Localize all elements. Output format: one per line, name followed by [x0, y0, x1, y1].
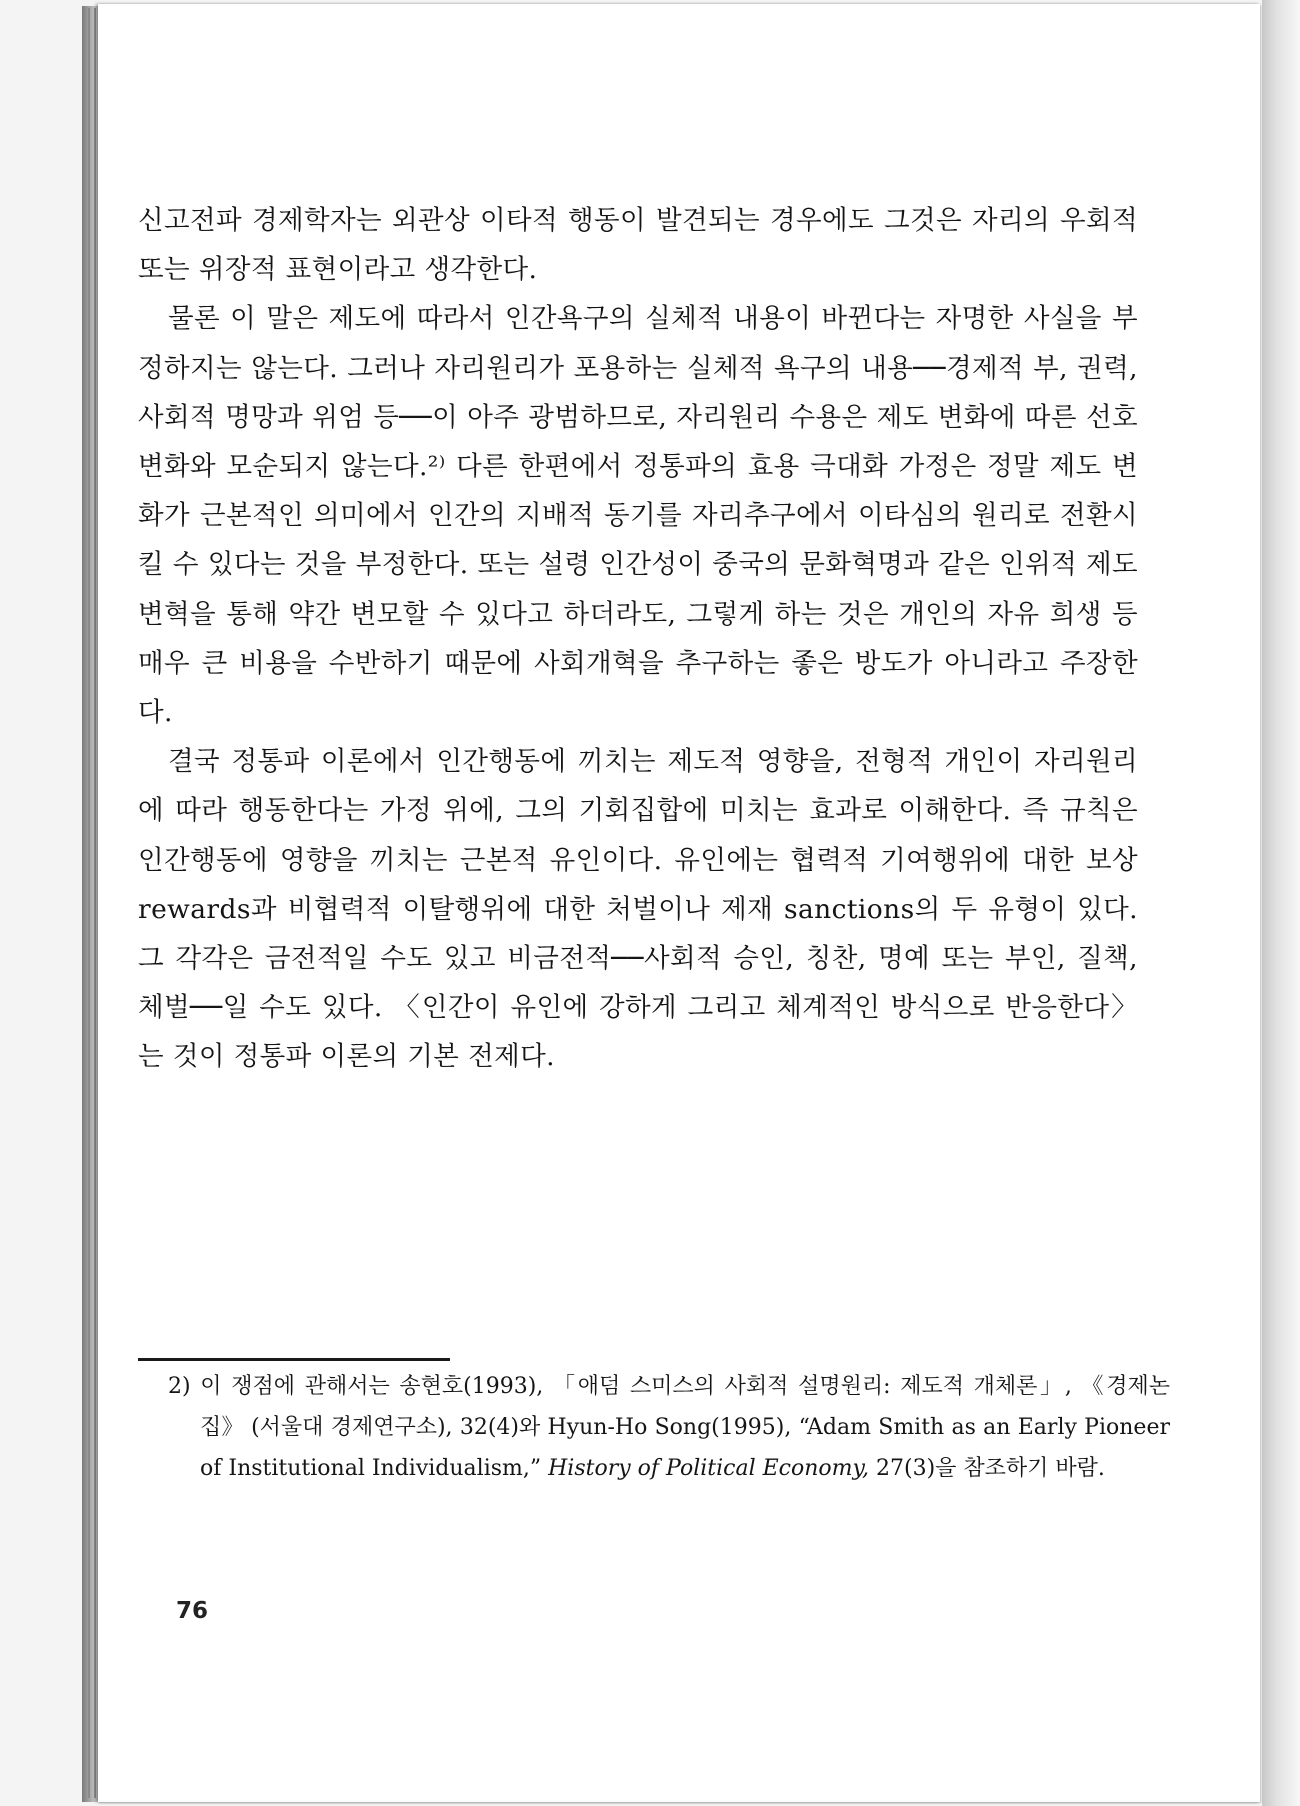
- footnote-text-end: 27(3)을 참조하기 바람.: [869, 1456, 1105, 1481]
- footnote-rule: [138, 1358, 450, 1361]
- body-text: [138, 196, 1138, 1082]
- paragraph-1: 신고전파 경제학자는 외관상 이타적 행동이 발견되는 경우에도 그것은 자리의 우회적 또는 위장적 표현이라고 생각한다.: [138, 205, 1138, 286]
- page-stack-line: [88, 8, 90, 1798]
- page-stack-line: [94, 8, 96, 1798]
- viewer-right-shadow: [1262, 0, 1300, 1806]
- page-number: 76: [176, 1598, 209, 1624]
- footnote-text-start: 2) 이 쟁점에 관해서는 송현호(1993), 「애덤 스미스의 사회적 설명원리: 제도적 개체론」, 《경제논집》 (서울대 경제연구소), 32(4)와 Hyun-Ho Song(1995), “Adam Smith as an Early Pioneer of Institutional Individualism,”: [168, 1374, 1170, 1481]
- footnote-journal-title: History of Political Economy,: [548, 1456, 870, 1481]
- paragraph-3: 결국 정통파 이론에서 인간행동에 끼치는 제도적 영향을, 전형적 개인이 자리원리에 따라 행동한다는 가정 위에, 그의 기회집합에 미치는 효과로 이해한다. 즉 규칙은 인간행동에 영향을 끼치는 근본적 유인이다. 유인에는 협력적 기여행위에 대한 보상 rewards과 비협력적 이탈행위에 대한 처벌이나 제재 sanctions의 두 유형이 있다. 그 각각은 금전적일 수도 있고 비금전적──사회적 승인, 칭찬, 명예 또는 부인, 질책, 체벌──일 수도 있다. 〈인간이 유인에 강하게 그리고 체계적인 방식으로 반응한다〉는 것이 정통파 이론의 기본 전제다.: [138, 746, 1138, 1073]
- paragraph-2: 물론 이 말은 제도에 따라서 인간욕구의 실체적 내용이 바뀐다는 자명한 사실을 부정하지는 않는다. 그러나 자리원리가 포용하는 실체적 욕구의 내용──경제적 부, 권력, 사회적 명망과 위엄 등──이 아주 광범하므로, 자리원리 수용은 제도 변화에 따른 선호 변화와 모순되지 않는다.²⁾ 다른 한편에서 정통파의 효용 극대화 가정은 정말 제도 변화가 근본적인 의미에서 인간의 지배적 동기를 자리추구에서 이타심의 원리로 전환시킬 수 있다는 것을 부정한다. 또는 설령 인간성이 중국의 문화혁명과 같은 인위적 제도변혁을 통해 약간 변모할 수 있다고 하더라도, 그렇게 하는 것은 개인의 자유 희생 등 매우 큰 비용을 수반하기 때문에 사회개혁을 추구하는 좋은 방도가 아니라고 주장한다.: [138, 303, 1138, 729]
- footnote-2: [168, 1366, 1170, 1489]
